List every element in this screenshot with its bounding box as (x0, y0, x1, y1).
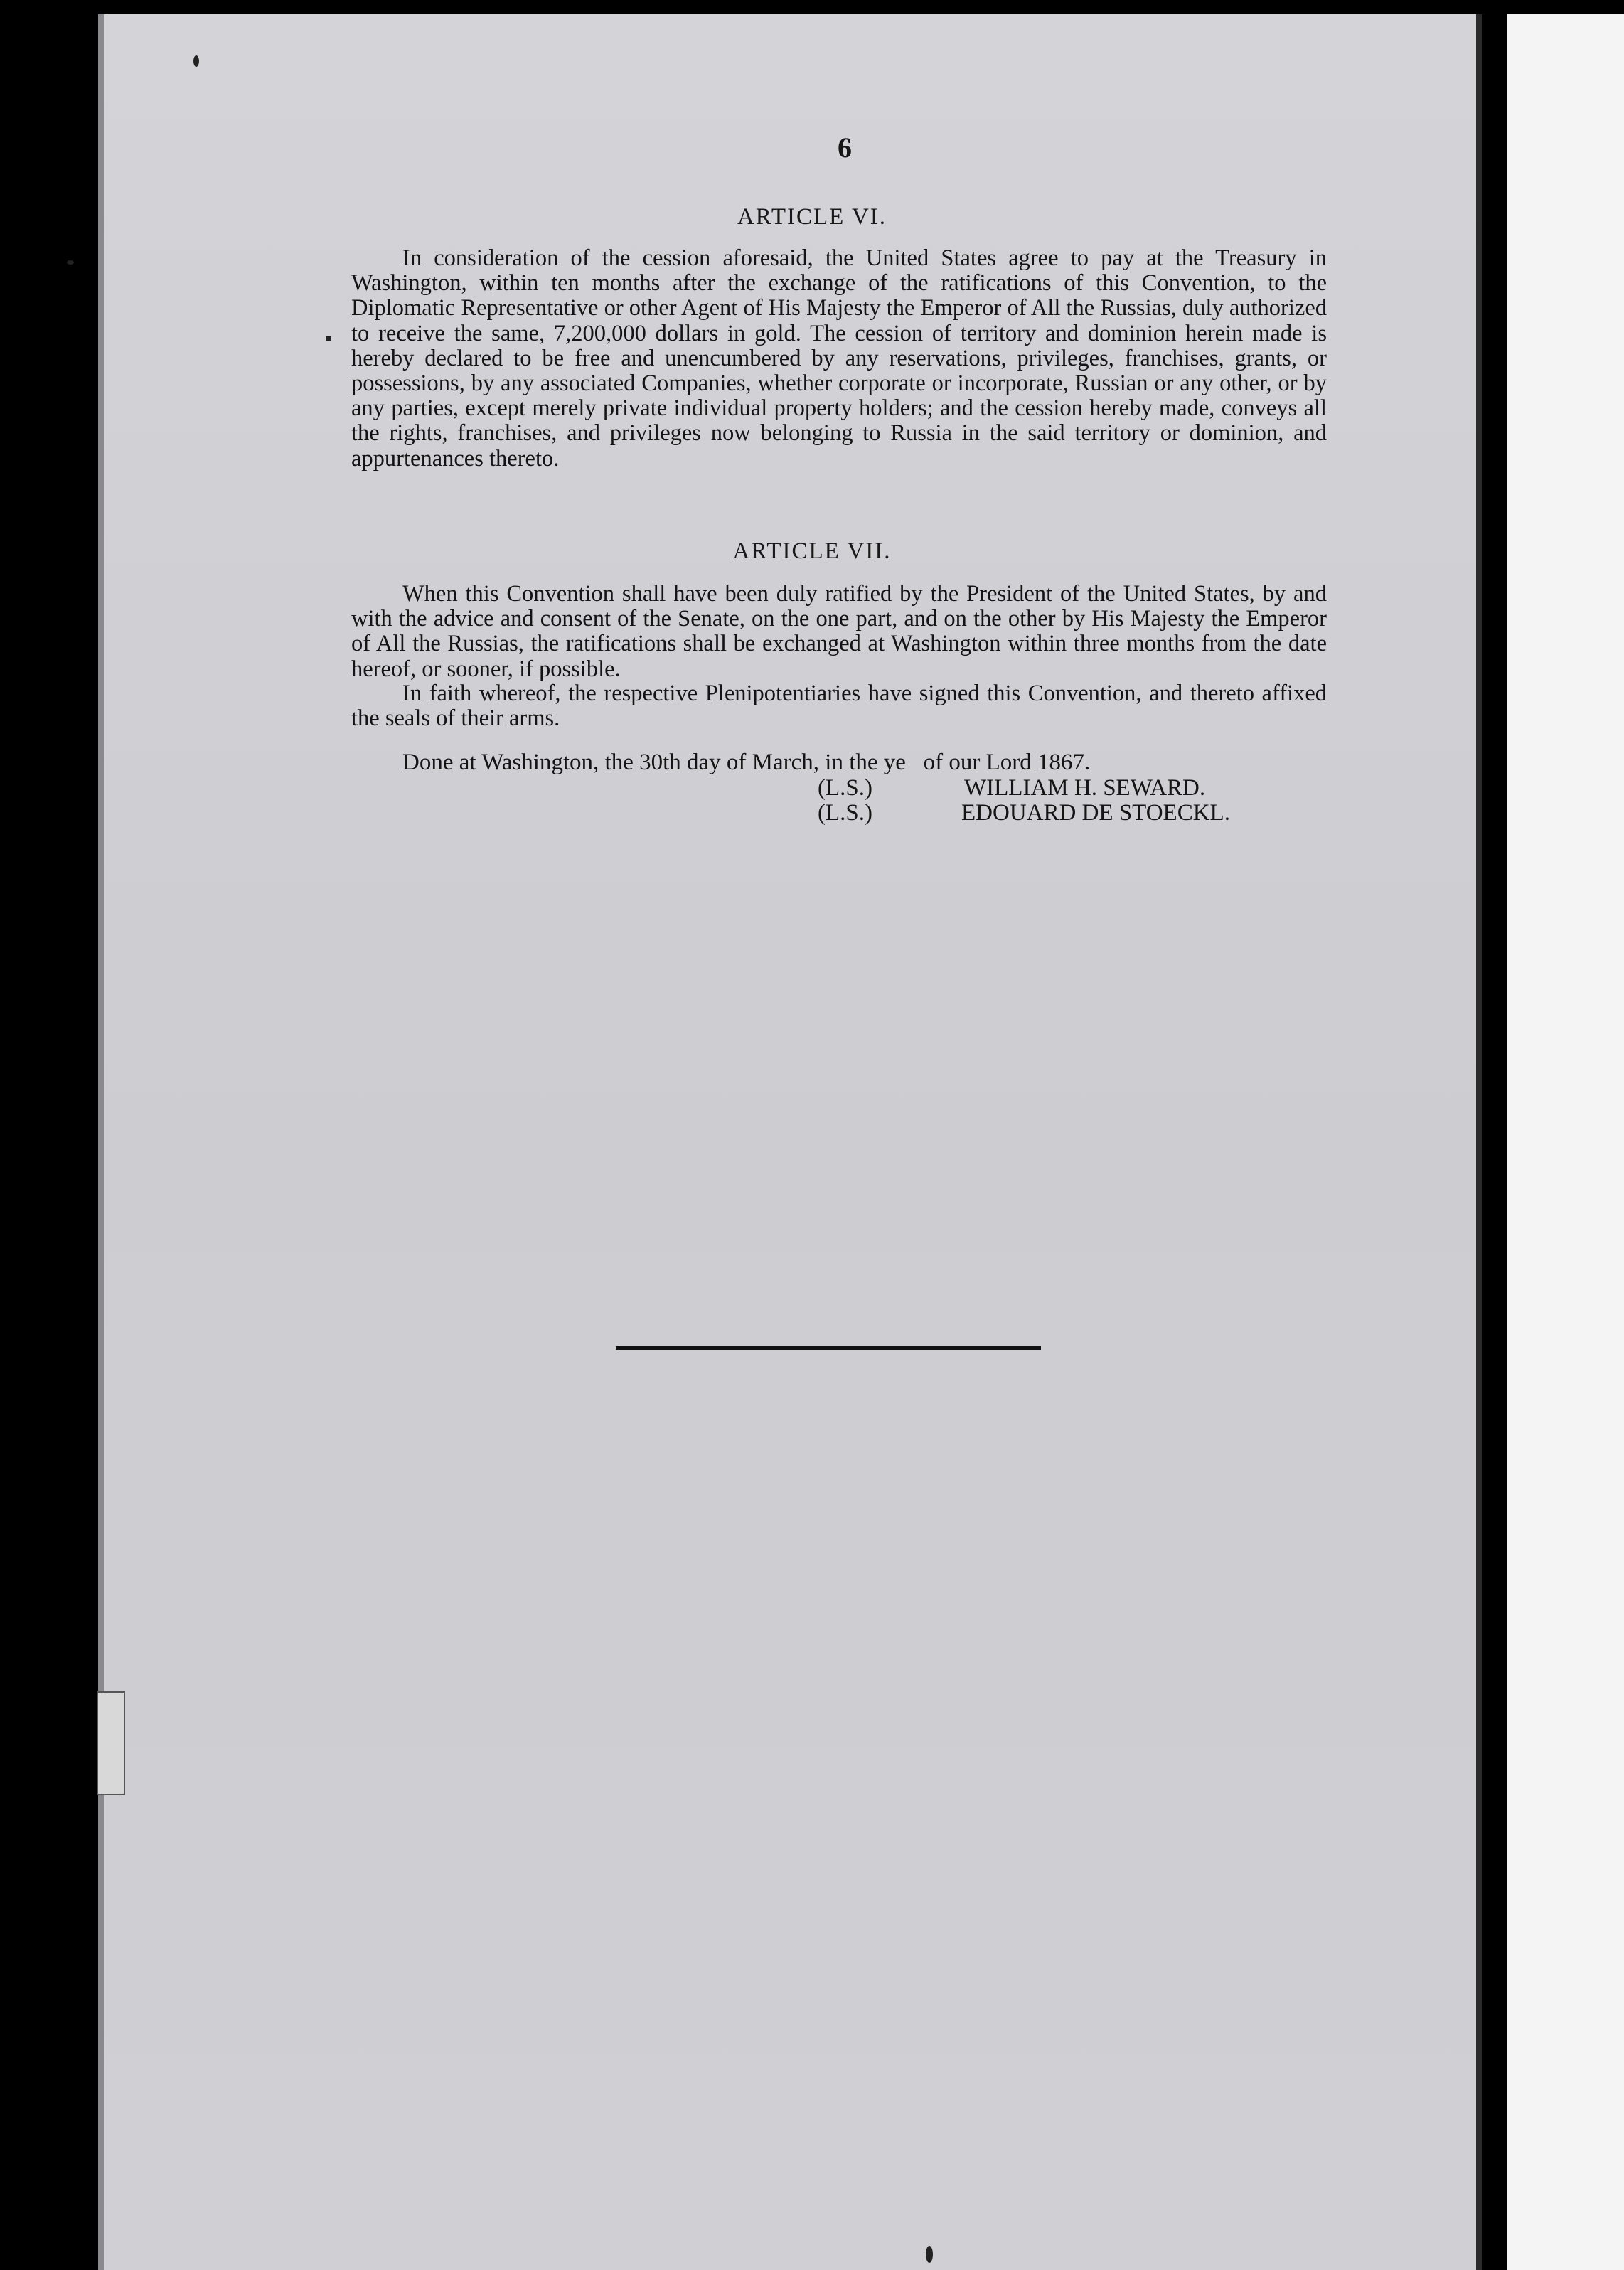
article-vi-heading: ARTICLE VI. (737, 204, 887, 230)
scan-speck (326, 336, 331, 341)
binding-tab (97, 1691, 125, 1795)
adjacent-page-edge (1507, 14, 1624, 2270)
article-vii-paragraph-1: When this Convention shall have been duly ratified by the President of the United States, by and with the advice and consent of the Senate, on the one part, and on the other by His Majesty the Emperor of All the Russias, the ratifications shall be exchanged at Washington within three months from the date hereof, or sooner, if possible. (351, 581, 1327, 682)
page-right-edge (1476, 14, 1482, 2270)
article-vii-heading: ARTICLE VII. (732, 538, 892, 564)
signature-seal: (L.S.) (818, 800, 872, 826)
scan-speck (193, 55, 199, 67)
closing-rule (616, 1346, 1041, 1350)
signature-seal: (L.S.) (818, 775, 872, 801)
article-vi-paragraph: In consideration of the cession aforesaid, the United States agree to pay at the Treasury in Washington, within ten months after the exchange of the ratifications of this Convention, to the Diplomatic Representative or other Agent of His Majesty the Emperor of All the Russias, duly authorized to receive the same, 7,200,000 dollars in gold. The cession of territory and dominion herein made is hereby declared to be free and unencumbered by any reservations, privileges, franchises, grants, or possessions, by any associated Companies, whether corporate or incorporate, Russian or any other, or by any parties, except merely private individual property holders; and the cession hereby made, conveys all the rights, franchises, and privileges now belonging to Russia in the said territory or dominion, and appurtenances thereto. (351, 245, 1327, 471)
done-at-line: Done at Washington, the 30th day of March, in the ye of our Lord 1867. (402, 750, 1091, 775)
scan-speck (926, 2246, 933, 2263)
signature-name: WILLIAM H. SEWARD. (964, 775, 1206, 801)
signature-name: EDOUARD DE STOECKL. (961, 800, 1230, 826)
scan-speck (67, 260, 74, 265)
page-number: 6 (838, 132, 852, 164)
article-vii-paragraph-2: In faith whereof, the respective Plenipotentiaries have signed this Convention, and thereto affixed the seals of their arms. (351, 681, 1327, 732)
